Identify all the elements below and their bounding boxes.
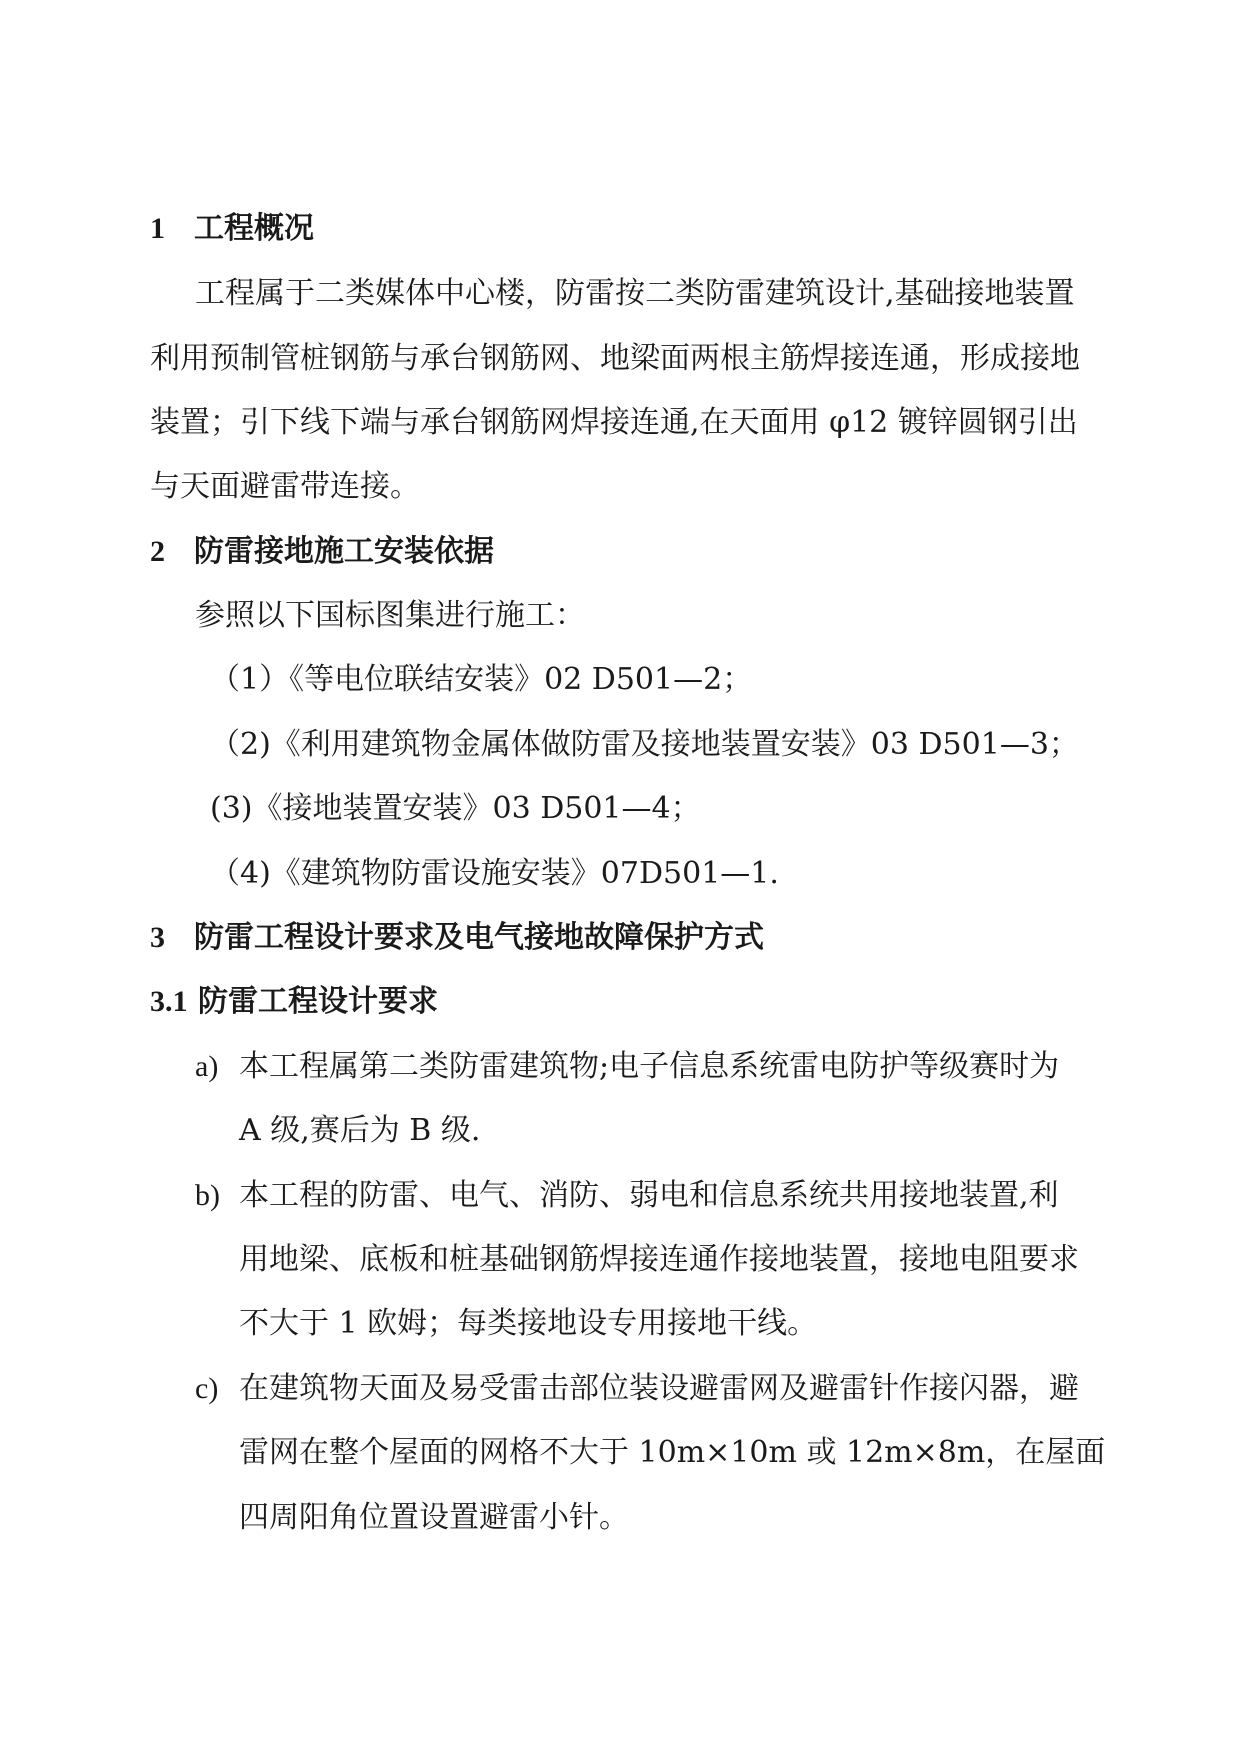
section-title: 防雷工程设计要求及电气接地故障保护方式: [194, 920, 764, 955]
section-2-heading: [150, 534, 494, 570]
section-number: 2: [150, 535, 165, 568]
standard-item: (3)《接地装置安装》03 D501—4；: [210, 791, 701, 826]
list-item-line: 本工程属第二类防雷建筑物;电子信息系统雷电防护等级赛时为: [239, 1049, 1060, 1084]
paragraph-line: 装置；引下线下端与承台钢筋网焊接连通,在天面用 φ12 镀锌圆钢引出: [150, 405, 1078, 440]
list-marker: a): [195, 1050, 219, 1083]
section-number: 3.1: [150, 985, 188, 1018]
section-number: 1: [150, 212, 165, 245]
section-title: 防雷工程设计要求: [197, 984, 438, 1019]
list-item-line: A 级,赛后为 B 级.: [239, 1113, 481, 1148]
list-item-line: 四周阳角位置设置避雷小针。: [239, 1500, 629, 1535]
list-marker: c): [195, 1372, 219, 1405]
paragraph-line: 与天面避雷带连接。: [150, 469, 420, 504]
standards-intro: 参照以下国标图集进行施工：: [195, 598, 585, 633]
section-number: 3: [150, 921, 165, 954]
section-3-heading: [150, 920, 764, 956]
list-item-line: 在建筑物天面及易受雷击部位装设避雷网及避雷针作接闪器，避: [239, 1371, 1079, 1406]
section-title: 工程概况: [194, 211, 314, 246]
paragraph-line: 工程属于二类媒体中心楼，防雷按二类防雷建筑设计,基础接地装置: [195, 276, 1075, 311]
paragraph-line: 利用预制管桩钢筋与承台钢筋网、地梁面两根主筋焊接连通，形成接地: [150, 341, 1080, 376]
list-item-line: 雷网在整个屋面的网格不大于 10m×10m 或 12m×8m，在屋面: [239, 1435, 1106, 1470]
section-3-1-heading: [150, 984, 438, 1020]
list-item-line: 不大于 1 欧姆；每类接地设专用接地干线。: [239, 1306, 818, 1341]
section-title: 防雷接地施工安装依据: [194, 534, 494, 569]
section-1-heading: [150, 211, 314, 247]
standard-item: （2)《利用建筑物金属体做防雷及接地装置安装》03 D501—3；: [210, 727, 1079, 762]
standard-item: （4)《建筑物防雷设施安装》07D501—1.: [210, 856, 779, 891]
list-item-line: 本工程的防雷、电气、消防、弱电和信息系统共用接地装置,利: [239, 1178, 1059, 1213]
standard-item: （1）《等电位联结安装》02 D501—2；: [210, 662, 753, 697]
list-item-line: 用地梁、底板和桩基础钢筋焊接连通作接地装置，接地电阻要求: [239, 1242, 1079, 1277]
list-marker: b): [195, 1179, 220, 1212]
